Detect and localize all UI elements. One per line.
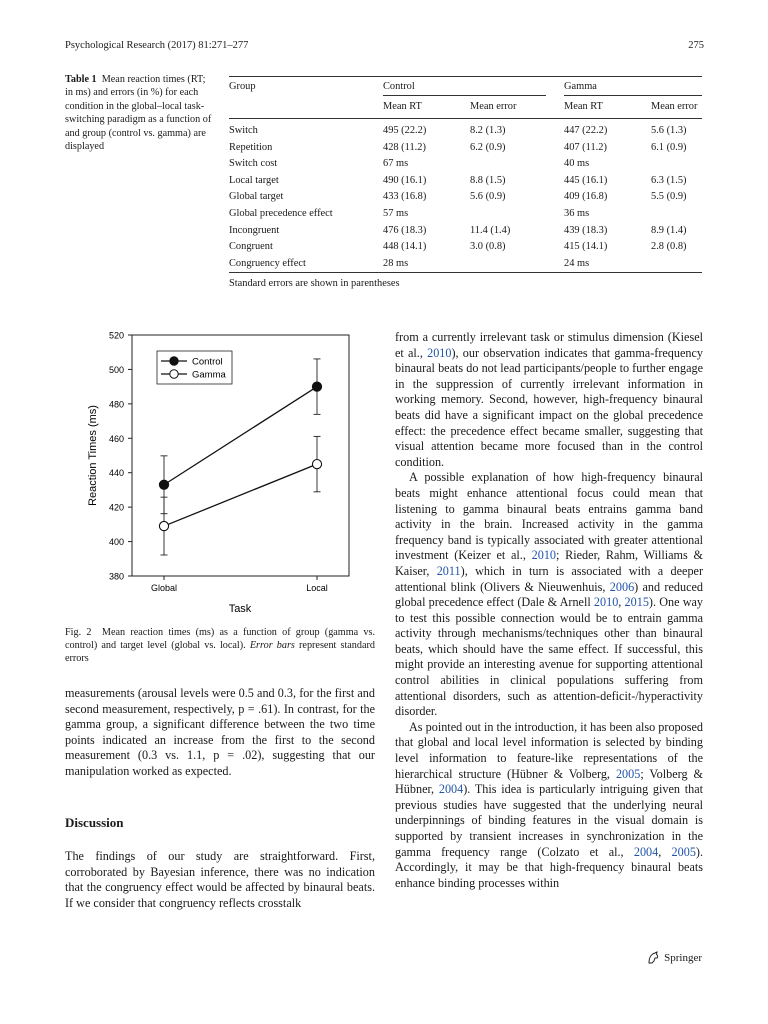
chart-svg	[64, 325, 364, 620]
citation-link[interactable]: 2010	[427, 345, 452, 360]
row-label: Switch cost	[229, 158, 278, 170]
table-cell: 428 (11.2)	[383, 141, 426, 153]
table-cell: 447 (22.2)	[564, 125, 608, 136]
table-cell: 8.2 (1.3)	[470, 125, 506, 136]
table-cell: 8.8 (1.5)	[470, 174, 506, 186]
citation-link[interactable]: 2010	[531, 548, 557, 563]
subheader: Mean error	[470, 101, 517, 112]
data-point-control	[312, 382, 321, 391]
table-cell: 490 (16.1)	[383, 174, 427, 186]
publisher-footer	[646, 951, 702, 965]
discussion-paragraph: The findings of our study are straightforward. First, corroborated by Bayesian inference, there was no indication that the congruency effect would be affected by binaural beats. If we consider that congruency reflects crosstalk	[65, 849, 375, 910]
page-number: 275	[688, 40, 704, 51]
x-axis-label: Task	[228, 603, 252, 615]
table-cell: 36 ms	[564, 208, 590, 219]
table-cell: 439 (18.3)	[564, 224, 608, 236]
publisher-name: Springer	[664, 952, 702, 964]
table-cell: 6.1 (0.9)	[651, 141, 687, 153]
figure-caption-pre: Mean reaction times (ms) as a function of group (gamma vs. control) and target level (global vs. local).	[65, 627, 375, 652]
y-tick-label: 400	[108, 537, 124, 548]
header-control: Control	[383, 81, 415, 92]
row-label: Switch	[229, 125, 258, 136]
y-tick-label: 460	[108, 433, 124, 444]
table-rule	[229, 118, 702, 119]
header-group: Group	[229, 81, 256, 92]
row-label: Congruent	[229, 241, 273, 253]
row-label: Repetition	[229, 141, 273, 153]
table-rule	[383, 95, 546, 96]
citation-link[interactable]: 2005	[615, 766, 641, 781]
figure-2-chart	[64, 325, 364, 625]
citation-link[interactable]: 2015	[624, 595, 649, 610]
series-line-control	[164, 387, 317, 485]
subheader: Mean RT	[564, 101, 603, 112]
table-cell: 11.4 (1.4)	[470, 224, 511, 236]
table-cell: 3.0 (0.8)	[470, 241, 506, 253]
table-cell: 40 ms	[564, 158, 590, 170]
table-cell: 415 (14.1)	[564, 241, 608, 253]
table-rule	[229, 76, 702, 77]
running-header: Psychological Research (2017) 81:271–277	[65, 40, 249, 51]
left-column-paragraph: measurements (arousal levels were 0.5 and 0.3, for the first and second measurement, respectively, p = .61). In contrast, for the gamma group, a significant difference between the two time points indicated an increase from the first to the second measurement (0.3 vs. 1.1, p = .02), suggesting that our manipulation worked as expected.	[65, 686, 375, 778]
data-point-gamma	[312, 460, 321, 469]
figure-label: Fig. 2	[65, 627, 92, 638]
table-cell: 67 ms	[383, 158, 409, 170]
table-cell: 6.2 (0.9)	[470, 141, 506, 153]
table-label: Table 1	[65, 74, 97, 85]
citation-link[interactable]: 2006	[609, 579, 635, 594]
table-cell: 5.5 (0.9)	[651, 191, 687, 203]
table-cell: 5.6 (1.3)	[651, 125, 687, 136]
table-cell: 5.6 (0.9)	[470, 191, 506, 203]
citation-link[interactable]: 2011	[436, 563, 461, 578]
y-tick-label: 420	[108, 502, 124, 513]
table-cell: 448 (14.1)	[383, 241, 427, 253]
row-label: Global precedence effect	[229, 208, 333, 219]
figure-caption-post: represent standard errors	[65, 640, 375, 665]
legend-label: Gamma	[192, 369, 226, 381]
table-rule	[564, 95, 702, 96]
citation-link[interactable]: 2010	[593, 595, 619, 610]
row-label: Global target	[229, 191, 284, 203]
figure-caption-em: Error bars	[249, 640, 295, 652]
row-label: Congruency effect	[229, 257, 306, 269]
legend-marker	[170, 357, 178, 365]
table-cell: 409 (16.8)	[564, 191, 608, 203]
y-tick-label: 480	[108, 399, 124, 410]
right-paragraph-1: from a currently irrelevant task or stimulus dimension (Kiesel et al., 2010), our observation indicates that gamma-frequency binaural beats do not lead participants/people to further engage in the suppression of currently irrelevant information in working memory. Second, however, high-frequency binaural beats did have a significant impact on the global precedence effect: the precedence effect became smaller, suggesting that visual attention became more focused than in the control condition.	[395, 330, 703, 469]
table-cell: 407 (11.2)	[564, 141, 607, 153]
section-heading: Discussion	[65, 815, 124, 830]
row-label: Incongruent	[229, 224, 280, 236]
series-line-gamma	[164, 464, 317, 526]
table-caption-text: Mean reaction times (RT; in ms) and errors (in %) for each condition in the global–local task-switching paradigm as a function of and group (control vs. gamma) are displayed	[65, 74, 212, 153]
table-caption	[65, 73, 215, 153]
table-cell: 6.3 (1.5)	[651, 174, 687, 186]
header-gamma: Gamma	[564, 81, 597, 92]
citation-link[interactable]: 2004	[438, 782, 464, 797]
table-cell: 2.8 (0.8)	[651, 241, 687, 253]
row-label: Local target	[229, 174, 279, 186]
table-rule	[229, 272, 702, 273]
y-tick-label: 500	[108, 364, 124, 375]
citation-link[interactable]: 2004	[633, 844, 659, 859]
y-tick-label: 440	[108, 468, 124, 479]
right-column	[395, 330, 703, 891]
springer-horse-icon	[646, 951, 660, 965]
table-cell: 433 (16.8)	[383, 191, 427, 203]
x-tick-label: Global	[150, 583, 178, 593]
right-paragraph-3: As pointed out in the introduction, it has been also proposed that global and local level information is selected by binding level information to feature-like representations of the hierarchical structure (Hübner & Volberg, 2005; Volberg & Hübner, 2004). This idea is particularly intriguing given that previous studies have suggested that the underlying neural underpinnings of binding features in the visual domain is supported by transient increases in synchronization in the gamma frequency range (Colzato et al., 2004, 2005). Accordingly, it may be that high-frequency binaural beats enhance binding processes within	[395, 719, 704, 890]
table-cell: 8.9 (1.4)	[651, 224, 687, 236]
y-axis-label: Reaction Times (ms)	[87, 405, 99, 506]
subheader: Mean error	[651, 101, 698, 112]
legend-marker	[170, 370, 178, 378]
table-cell: 28 ms	[383, 257, 409, 269]
data-point-control	[159, 480, 168, 489]
data-point-gamma	[159, 521, 168, 530]
citation-link[interactable]: 2005	[671, 844, 696, 859]
table-cell: 495 (22.2)	[383, 125, 427, 136]
x-tick-label: Local	[306, 583, 328, 593]
y-tick-label: 520	[108, 330, 124, 341]
y-tick-label: 380	[108, 571, 124, 582]
table-cell: 24 ms	[564, 257, 590, 269]
table-footnote: Standard errors are shown in parentheses	[229, 278, 400, 289]
legend-label: Control	[192, 356, 223, 368]
right-paragraph-2: A possible explanation of how high-frequency binaural beats might enhance attentional focus could mean that listening to gamma binaural beats entrains gamma band activity in the brain. Increased activity in the gamma frequency band is typically associated with greater attentional investment (Keizer et al., 2010; Rieder, Rahm, Williams & Kaiser, 2011), which in turn is associated with a deeper attentional blink (Olivers & Nieuwenhuis, 2006) and reduced global precedence effect (Dale & Arnell 2010, 2015). One way to test this possible connection would be to entrain gamma activity through mechanisms/techniques other than binaural beats, which should have the same effect. If successful, this might provide an interesting avenue for supporting attentional control abilities in clinical populations suffering from attentional disorders, such as attention-deficit-/hyperactivity disorder.	[395, 470, 704, 719]
table-cell: 57 ms	[383, 208, 409, 219]
figure-caption	[65, 626, 375, 666]
table-cell: 476 (18.3)	[383, 224, 427, 236]
subheader: Mean RT	[383, 101, 422, 112]
table-cell: 445 (16.1)	[564, 174, 608, 186]
